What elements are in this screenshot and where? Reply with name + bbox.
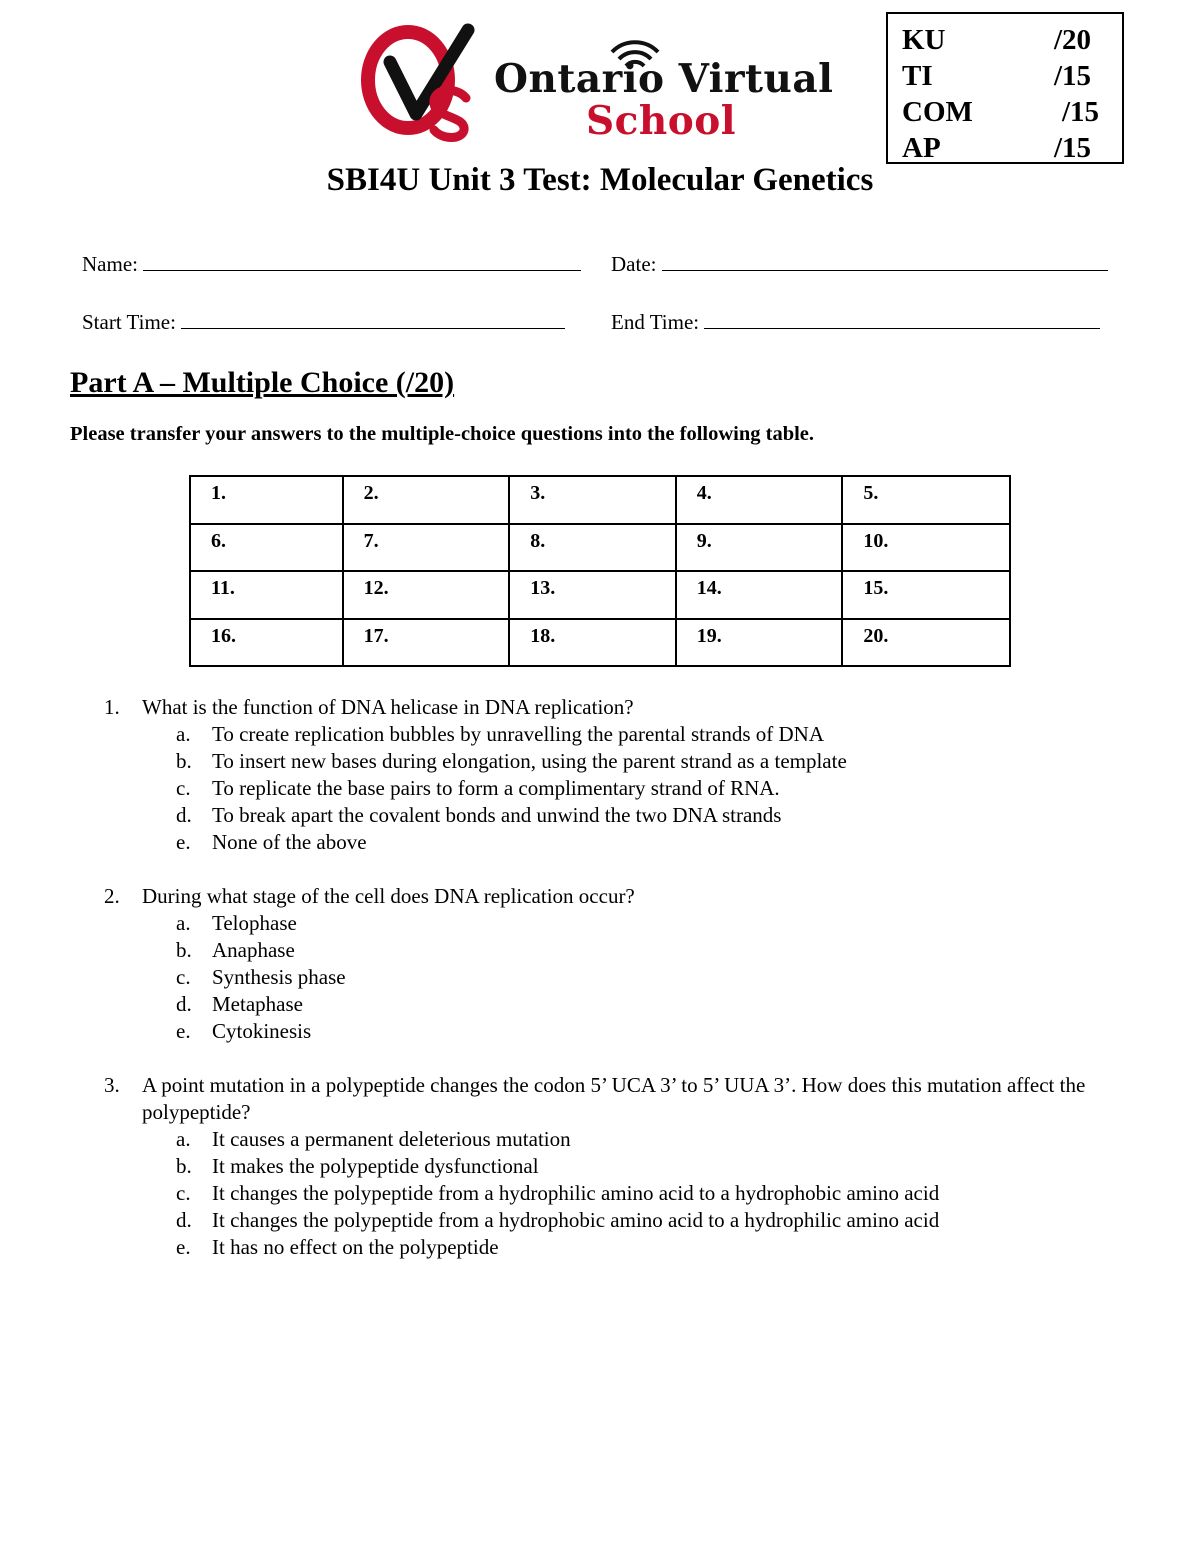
option-list xyxy=(176,721,1134,856)
score-row-ti xyxy=(902,58,1122,94)
option-item[interactable] xyxy=(176,748,1134,775)
option-letter: b. xyxy=(176,1154,192,1178)
option-text: Metaphase xyxy=(212,992,303,1016)
end-time-blank[interactable] xyxy=(704,310,1100,329)
table-row xyxy=(190,476,1010,524)
option-letter: e. xyxy=(176,1235,191,1259)
question-text: During what stage of the cell does DNA replication occur? xyxy=(142,884,635,908)
option-item[interactable] xyxy=(176,802,1134,829)
answer-cell[interactable]: 6. xyxy=(190,524,343,572)
option-text: It changes the polypeptide from a hydrophilic amino acid to a hydrophobic amino acid xyxy=(212,1181,940,1205)
school-logo xyxy=(360,22,840,142)
option-letter: e. xyxy=(176,830,191,854)
answer-cell[interactable]: 13. xyxy=(509,571,676,619)
question-3 xyxy=(104,1072,1134,1261)
part-a-instruction: Please transfer your answers to the multiple-choice questions into the following table. xyxy=(70,423,815,445)
date-label: Date: xyxy=(611,252,657,276)
score-row-com xyxy=(902,94,1122,130)
option-text: None of the above xyxy=(212,830,367,854)
answer-cell[interactable]: 8. xyxy=(509,524,676,572)
start-time-blank[interactable] xyxy=(181,310,565,329)
score-label: TI xyxy=(902,60,933,92)
answer-cell[interactable]: 3. xyxy=(509,476,676,524)
answer-cell[interactable]: 10. xyxy=(842,524,1010,572)
option-item[interactable] xyxy=(176,1234,1134,1261)
option-text: It causes a permanent deleterious mutation xyxy=(212,1127,571,1151)
score-label: AP xyxy=(902,132,941,164)
name-field[interactable] xyxy=(82,252,581,277)
option-letter: d. xyxy=(176,992,192,1016)
page-title: SBI4U Unit 3 Test: Molecular Genetics xyxy=(326,162,874,198)
option-item[interactable] xyxy=(176,1207,1134,1234)
end-time-field[interactable] xyxy=(611,310,1100,335)
table-row xyxy=(190,571,1010,619)
option-item[interactable] xyxy=(176,721,1134,748)
end-time-label: End Time: xyxy=(611,310,700,334)
question-number: 3. xyxy=(104,1073,120,1097)
option-item[interactable] xyxy=(176,1153,1134,1180)
option-list xyxy=(176,910,1134,1045)
start-time-field[interactable] xyxy=(82,310,565,335)
option-text: To replicate the base pairs to form a complimentary strand of RNA. xyxy=(212,776,780,800)
score-box xyxy=(886,12,1124,164)
answer-cell[interactable]: 15. xyxy=(842,571,1010,619)
answer-cell[interactable]: 2. xyxy=(343,476,510,524)
option-letter: a. xyxy=(176,722,191,746)
score-value: /20 xyxy=(1054,24,1092,56)
answer-cell[interactable]: 9. xyxy=(676,524,843,572)
option-item[interactable] xyxy=(176,775,1134,802)
option-text: To break apart the covalent bonds and unwind the two DNA strands xyxy=(212,803,782,827)
option-letter: b. xyxy=(176,938,192,962)
answer-cell[interactable]: 17. xyxy=(343,619,510,667)
option-text: To insert new bases during elongation, using the parent strand as a template xyxy=(212,749,847,773)
table-row xyxy=(190,524,1010,572)
option-list xyxy=(176,1126,1134,1261)
option-letter: d. xyxy=(176,803,192,827)
option-text: Telophase xyxy=(212,911,297,935)
option-letter: a. xyxy=(176,1127,191,1151)
start-time-label: Start Time: xyxy=(82,310,176,334)
option-text: It changes the polypeptide from a hydrophobic amino acid to a hydrophilic amino acid xyxy=(212,1208,940,1232)
answer-cell[interactable]: 5. xyxy=(842,476,1010,524)
question-text: A point mutation in a polypeptide changes the codon 5’ UCA 3’ to 5’ UUA 3’. How does this mutation affect the polypeptide? xyxy=(142,1073,1086,1124)
option-letter: e. xyxy=(176,1019,191,1043)
score-value: /15 xyxy=(1062,96,1100,128)
answer-table xyxy=(189,475,1011,667)
name-label: Name: xyxy=(82,252,138,276)
option-text: To create replication bubbles by unravelling the parental strands of DNA xyxy=(212,722,824,746)
option-letter: c. xyxy=(176,1181,191,1205)
score-value: /15 xyxy=(1054,60,1092,92)
option-letter: d. xyxy=(176,1208,192,1232)
score-value: /15 xyxy=(1054,132,1092,164)
option-item[interactable] xyxy=(176,937,1134,964)
option-item[interactable] xyxy=(176,1180,1134,1207)
logo-line2: School xyxy=(586,98,737,144)
part-a-heading: Part A – Multiple Choice (/20) xyxy=(70,366,455,399)
answer-cell[interactable]: 19. xyxy=(676,619,843,667)
ovs-logo-mark-icon xyxy=(360,22,490,142)
answer-cell[interactable]: 7. xyxy=(343,524,510,572)
option-text: Synthesis phase xyxy=(212,965,346,989)
option-text: Cytokinesis xyxy=(212,1019,312,1043)
answer-cell[interactable]: 4. xyxy=(676,476,843,524)
score-label: COM xyxy=(902,96,973,128)
score-row-ku xyxy=(902,22,1122,58)
answer-cell[interactable]: 12. xyxy=(343,571,510,619)
answer-cell[interactable]: 20. xyxy=(842,619,1010,667)
answer-cell[interactable]: 18. xyxy=(509,619,676,667)
option-text: Anaphase xyxy=(212,938,295,962)
question-text: What is the function of DNA helicase in DNA replication? xyxy=(142,695,634,719)
answer-cell[interactable]: 11. xyxy=(190,571,343,619)
option-item[interactable] xyxy=(176,964,1134,991)
option-item[interactable] xyxy=(176,991,1134,1018)
name-blank[interactable] xyxy=(143,252,581,271)
table-row xyxy=(190,619,1010,667)
question-2 xyxy=(104,883,1134,1045)
option-letter: a. xyxy=(176,911,191,935)
option-letter: b. xyxy=(176,749,192,773)
option-text: It has no effect on the polypeptide xyxy=(212,1235,499,1259)
option-text: It makes the polypeptide dysfunctional xyxy=(212,1154,539,1178)
logo-line1: Ontario Virtual xyxy=(494,56,834,102)
answer-cell[interactable]: 16. xyxy=(190,619,343,667)
date-field[interactable] xyxy=(611,252,1108,277)
score-label: KU xyxy=(902,24,946,56)
question-list xyxy=(104,694,1134,1288)
question-1 xyxy=(104,694,1134,856)
option-letter: c. xyxy=(176,776,191,800)
question-number: 2. xyxy=(104,884,120,908)
answer-cell[interactable]: 14. xyxy=(676,571,843,619)
score-row-ap xyxy=(902,130,1122,166)
option-item[interactable] xyxy=(176,1126,1134,1153)
option-item[interactable] xyxy=(176,910,1134,937)
answer-cell[interactable]: 1. xyxy=(190,476,343,524)
option-item[interactable] xyxy=(176,1018,1134,1045)
date-blank[interactable] xyxy=(662,252,1108,271)
option-item[interactable] xyxy=(176,829,1134,856)
option-letter: c. xyxy=(176,965,191,989)
question-number: 1. xyxy=(104,695,120,719)
